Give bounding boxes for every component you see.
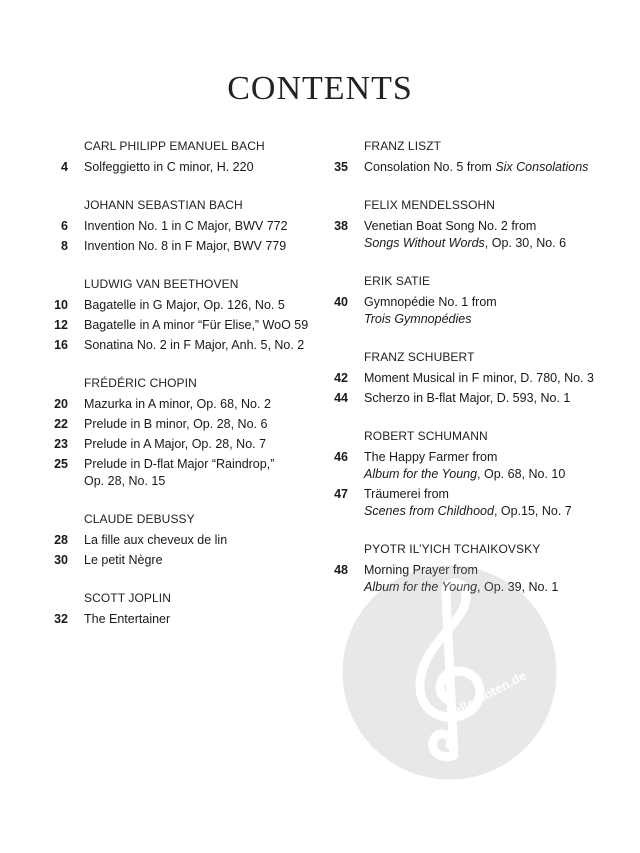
toc-entry <box>318 390 618 407</box>
composer-name: FRANZ LISZT <box>364 139 442 153</box>
composer-name: FRÉDÉRIC CHOPIN <box>84 376 197 390</box>
collection-title: Trois Gymnopédies <box>364 312 472 326</box>
composer-name: LUDWIG VAN BEETHOVEN <box>84 277 239 291</box>
piece-title-line <box>364 218 618 235</box>
piece-title <box>364 218 618 252</box>
toc-entry <box>318 449 618 483</box>
page-number: 47 <box>334 487 348 501</box>
composer-section <box>38 590 318 628</box>
page-number: 48 <box>334 563 348 577</box>
piece-title-line <box>84 297 318 314</box>
piece-title-line <box>364 579 618 596</box>
piece-title-line <box>84 159 318 176</box>
piece-title <box>84 238 318 255</box>
composer-section <box>318 197 618 252</box>
toc-entry <box>38 396 318 413</box>
piece-title-line <box>84 611 318 628</box>
opus-text: , Op. 30, No. 6 <box>484 236 567 250</box>
piece-title-line <box>84 396 318 413</box>
title-text: Prelude in D-flat Major “Raindrop,” <box>84 457 275 471</box>
piece-title <box>364 486 618 520</box>
left-column <box>38 138 318 649</box>
right-column <box>318 138 618 617</box>
collection-title: Songs Without Words <box>364 236 485 250</box>
page-number: 46 <box>334 450 348 464</box>
piece-title-line <box>84 218 318 235</box>
title-text: Le petit Nègre <box>84 553 163 567</box>
title-text: Morning Prayer from <box>364 563 478 577</box>
page-number: 20 <box>54 397 68 411</box>
toc-entry <box>318 218 618 252</box>
piece-title <box>84 396 318 413</box>
toc-entry <box>318 159 618 176</box>
piece-title-line <box>364 503 618 520</box>
title-text: The Happy Farmer from <box>364 450 498 464</box>
collection-title: Album for the Young <box>364 580 478 594</box>
watermark-text: alle-noten.de <box>450 667 529 719</box>
page-number: 4 <box>61 160 68 174</box>
page-number: 28 <box>54 533 68 547</box>
piece-title <box>364 562 618 596</box>
piece-title <box>84 337 318 354</box>
toc-entry <box>318 486 618 520</box>
piece-title-line <box>84 532 318 549</box>
page-number: 12 <box>54 318 68 332</box>
piece-title <box>84 456 318 490</box>
composer-section <box>318 138 618 176</box>
toc-entry <box>38 436 318 453</box>
piece-title-line <box>84 552 318 569</box>
title-text: Moment Musical in F minor, D. 780, No. 3 <box>364 371 594 385</box>
toc-entry <box>318 370 618 387</box>
piece-title-line <box>364 562 618 579</box>
piece-title <box>84 552 318 569</box>
page-number: 44 <box>334 391 348 405</box>
page-number: 40 <box>334 295 348 309</box>
toc-entry <box>318 294 618 328</box>
toc-entry <box>38 416 318 433</box>
composer-section <box>318 273 618 328</box>
piece-title <box>364 370 618 387</box>
composer-section <box>318 349 618 407</box>
page-number: 25 <box>54 457 68 471</box>
title-text: Consolation No. 5 from <box>364 160 496 174</box>
title-text: La fille aux cheveux de lin <box>84 533 228 547</box>
collection-title: Scenes from Childhood <box>364 504 494 518</box>
composer-section <box>38 138 318 176</box>
toc-entry <box>38 611 318 628</box>
piece-title-line <box>84 436 318 453</box>
composer-name: FELIX MENDELSSOHN <box>364 198 496 212</box>
toc-entry <box>38 337 318 354</box>
piece-title-line <box>84 416 318 433</box>
title-text: Bagatelle in A minor “Für Elise,” WoO 59 <box>84 318 309 332</box>
piece-title <box>364 159 618 176</box>
piece-title <box>84 297 318 314</box>
title-text: Scherzo in B-flat Major, D. 593, No. 1 <box>364 391 571 405</box>
piece-title <box>84 611 318 628</box>
toc-entry <box>38 456 318 490</box>
title-text: Prelude in A Major, Op. 28, No. 7 <box>84 437 267 451</box>
piece-title-line <box>364 486 618 503</box>
title-text: Invention No. 8 in F Major, BWV 779 <box>84 239 287 253</box>
toc-entry <box>38 532 318 549</box>
composer-name: CLAUDE DEBUSSY <box>84 512 195 526</box>
piece-title <box>364 449 618 483</box>
composer-section <box>318 428 618 520</box>
toc-entry <box>318 562 618 596</box>
piece-title <box>84 416 318 433</box>
piece-title <box>364 294 618 328</box>
toc-entry <box>38 159 318 176</box>
page-number: 16 <box>54 338 68 352</box>
composer-name: CARL PHILIPP EMANUEL BACH <box>84 139 265 153</box>
toc-entry <box>38 297 318 314</box>
piece-title <box>84 317 318 334</box>
piece-title <box>84 218 318 235</box>
piece-title <box>84 532 318 549</box>
page-number: 10 <box>54 298 68 312</box>
piece-title-line <box>364 449 618 466</box>
composer-name: ROBERT SCHUMANN <box>364 429 488 443</box>
title-text: Invention No. 1 in C Major, BWV 772 <box>84 219 288 233</box>
piece-title-line <box>364 159 618 176</box>
piece-title-line <box>84 337 318 354</box>
composer-name: ERIK SATIE <box>364 274 431 288</box>
title-text: Gymnopédie No. 1 from <box>364 295 497 309</box>
piece-title-line <box>364 311 618 328</box>
page-number: 6 <box>61 219 68 233</box>
opus-text: , Op.15, No. 7 <box>493 504 572 518</box>
toc-entry <box>38 218 318 235</box>
composer-section <box>318 541 618 596</box>
piece-title-line <box>84 456 318 473</box>
piece-title <box>364 390 618 407</box>
toc-entry <box>38 552 318 569</box>
piece-title <box>84 436 318 453</box>
page-number: 8 <box>61 239 68 253</box>
title-text: Op. 28, No. 15 <box>84 474 166 488</box>
piece-title-line <box>364 390 618 407</box>
title-text: Mazurka in A minor, Op. 68, No. 2 <box>84 397 271 411</box>
piece-title-line <box>364 370 618 387</box>
piece-title-line <box>364 294 618 311</box>
opus-text: , Op. 39, No. 1 <box>477 580 559 594</box>
title-text: Venetian Boat Song No. 2 from <box>364 219 537 233</box>
page-number: 23 <box>54 437 68 451</box>
composer-name: PYOTR IL’YICH TCHAIKOVSKY <box>364 542 541 556</box>
page-number: 42 <box>334 371 348 385</box>
title-text: Prelude in B minor, Op. 28, No. 6 <box>84 417 268 431</box>
title-text: Bagatelle in G Major, Op. 126, No. 5 <box>84 298 285 312</box>
title-text: Sonatina No. 2 in F Major, Anh. 5, No. 2 <box>84 338 305 352</box>
composer-name: SCOTT JOPLIN <box>84 591 171 605</box>
page-number: 22 <box>54 417 68 431</box>
page-number: 32 <box>54 612 68 626</box>
composer-name: FRANZ SCHUBERT <box>364 350 475 364</box>
composer-section <box>38 511 318 569</box>
title-text: Solfeggietto in C minor, H. 220 <box>84 160 254 174</box>
collection-title: Six Consolations <box>495 160 589 174</box>
piece-title-line <box>364 235 618 252</box>
piece-title <box>84 159 318 176</box>
page-number: 38 <box>334 219 348 233</box>
opus-text: , Op. 68, No. 10 <box>477 467 566 481</box>
composer-name: JOHANN SEBASTIAN BACH <box>84 198 243 212</box>
piece-title-line <box>84 473 318 490</box>
toc-entry <box>38 238 318 255</box>
piece-title-line <box>84 238 318 255</box>
page-number: 35 <box>334 160 348 174</box>
page-title: CONTENTS <box>227 70 413 107</box>
piece-title-line <box>84 317 318 334</box>
composer-section <box>38 276 318 354</box>
piece-title-line <box>364 466 618 483</box>
page-number: 30 <box>54 553 68 567</box>
composer-section <box>38 375 318 490</box>
composer-section <box>38 197 318 255</box>
collection-title: Album for the Young <box>364 467 478 481</box>
title-text: The Entertainer <box>84 612 171 626</box>
title-text: Träumerei from <box>364 487 449 501</box>
toc-entry <box>38 317 318 334</box>
